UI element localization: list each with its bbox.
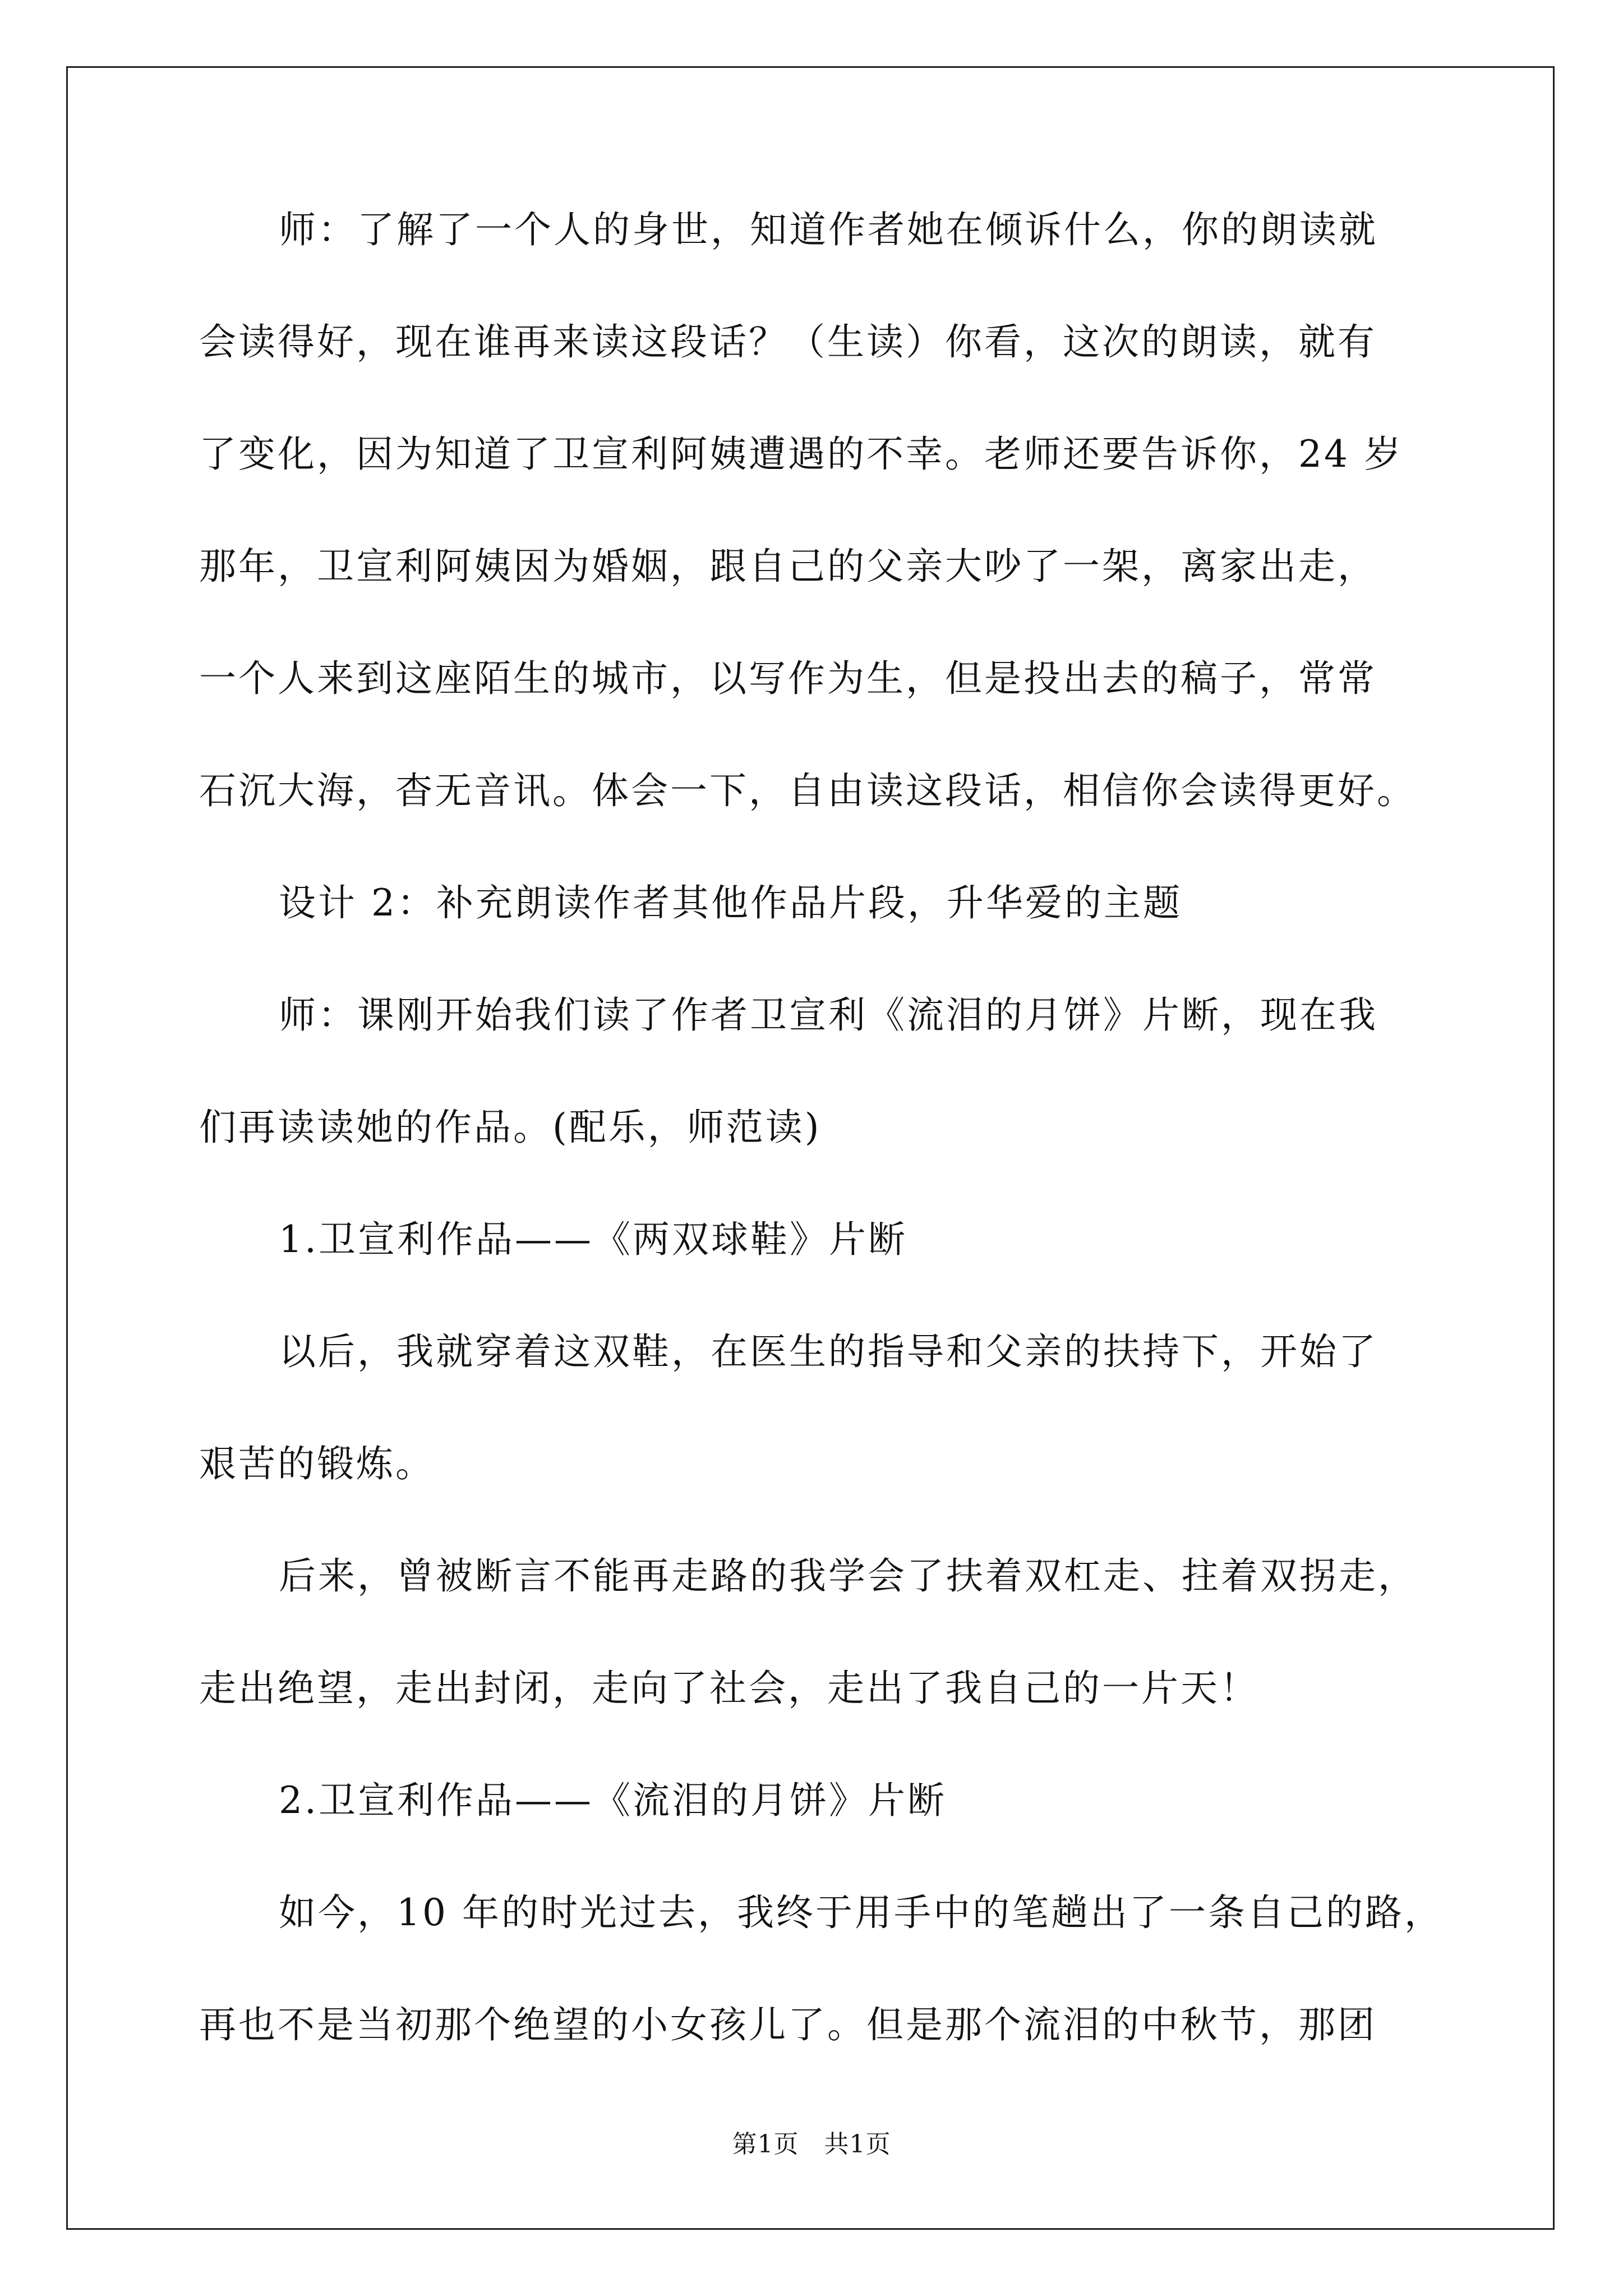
text-line: 那年，卫宣利阿姨因为婚姻，跟自己的父亲大吵了一架，离家出走， <box>199 545 1377 588</box>
section-heading: 设计 2：补充朗读作者其他作品片段，升华爱的主题 <box>279 881 1182 924</box>
text-line: 会读得好，现在谁再来读这段话？（生读）你看，这次的朗读，就有 <box>199 320 1377 364</box>
excerpt-title: 1.卫宣利作品——《两双球鞋》片断 <box>279 1218 907 1261</box>
text-line: 后来，曾被断言不能再走路的我学会了扶着双杠走、拄着双拐走， <box>279 1554 1417 1598</box>
text-line: 了变化，因为知道了卫宣利阿姨遭遇的不幸。老师还要告诉你，24 岁 <box>199 432 1403 476</box>
text-line: 石沉大海，杳无音讯。体会一下，自由读这段话，相信你会读得更好。 <box>199 769 1416 812</box>
text-line: 如今，10 年的时光过去，我终于用手中的笔趟出了一条自己的路， <box>279 1891 1444 1934</box>
text-line: 以后，我就穿着这双鞋，在医生的指导和父亲的扶持下，开始了 <box>279 1330 1378 1373</box>
excerpt-title: 2.卫宣利作品——《流泪的月饼》片断 <box>279 1779 947 1822</box>
text-line: 一个人来到这座陌生的城市，以写作为生，但是投出去的稿子，常常 <box>199 657 1377 700</box>
text-line: 艰苦的锻炼。 <box>199 1442 435 1485</box>
text-line: 再也不是当初那个绝望的小女孩儿了。但是那个流泪的中秋节，那团 <box>199 2003 1377 2046</box>
page-footer: 第1页 共1页 <box>732 2130 891 2159</box>
text-line: 师：课刚开始我们读了作者卫宣利《流泪的月饼》片断，现在我 <box>279 993 1378 1037</box>
text-line: 们再读读她的作品。(配乐，师范读) <box>199 1106 822 1149</box>
text-line: 师：了解了一个人的身世，知道作者她在倾诉什么，你的朗读就 <box>279 208 1378 251</box>
text-line: 走出绝望，走出封闭，走向了社会，走出了我自己的一片天！ <box>199 1667 1259 1710</box>
